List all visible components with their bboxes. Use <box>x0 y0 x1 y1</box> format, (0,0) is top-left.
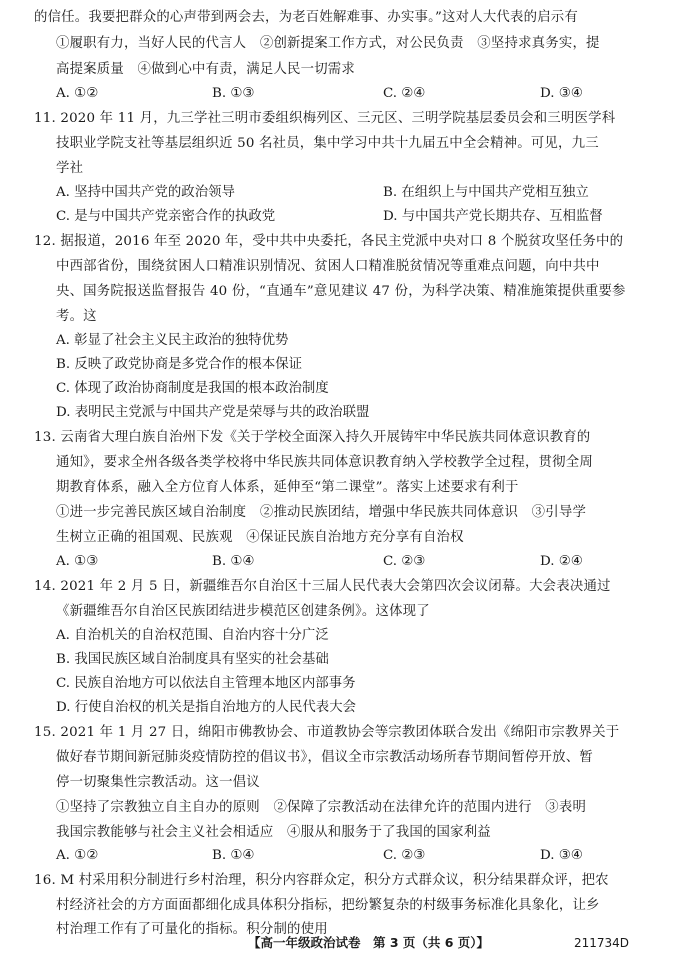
page-footer <box>0 932 677 956</box>
question-13-statements-line-2: 生树立正确的祖国观、民族观 ④保证民族自治地方充分享有自治权 <box>56 530 464 545</box>
question-11-option-d: D. 与中国共产党长期共存、互相监督 <box>383 209 603 224</box>
question-12-stem-line-4: 考。这 <box>56 309 97 324</box>
footer-code: 211734D <box>574 936 630 950</box>
question-10-option-b: B. ①③ <box>212 86 255 101</box>
question-13-option-c: C. ②③ <box>383 554 426 569</box>
question-10-statements-line-1: ①履职有力，当好人民的代言人 ②创新提案工作方式，对公民负责 ③坚持求真务实，提 <box>56 36 600 51</box>
question-12-option-c: C. 体现了政治协商制度是我国的根本政治制度 <box>56 381 329 396</box>
question-12-option-a: A. 彰显了社会主义民主政治的独特优势 <box>56 333 289 348</box>
question-13-option-a: A. ①③ <box>56 554 99 569</box>
question-13-option-b: B. ①④ <box>212 554 255 569</box>
question-11-stem-line-3: 学社 <box>56 161 84 176</box>
question-15-option-b: B. ①④ <box>212 848 255 863</box>
question-15-statements-line-2: 我国宗教能够与社会主义社会相适应 ④服从和服务于了我国的国家利益 <box>56 825 491 840</box>
question-12-stem-line-3: 央、国务院报送监督报告 40 份，“直通车”意见建议 47 份，为科学决策、精准施策提供重要参 <box>56 284 626 299</box>
question-15-option-c: C. ②③ <box>383 848 426 863</box>
question-16-stem-line-1: 16. M 村采用积分制进行乡村治理，积分内容群众定，积分方式群众议，积分结果群众评，把农 <box>34 873 609 888</box>
question-14-option-c: C. 民族自治地方可以依法自主管理本地区内部事务 <box>56 676 356 691</box>
question-10-option-a: A. ①② <box>56 86 99 101</box>
footer-title: 【高一年级政治试卷 第 3 页（共 6 页）】 <box>248 935 490 950</box>
question-11-option-b: B. 在组织上与中国共产党相互独立 <box>383 185 589 200</box>
question-14-option-d: D. 行使自治权的机关是指自治地方的人民代表大会 <box>56 700 356 715</box>
question-15-option-d: D. ③④ <box>540 848 583 863</box>
question-16-stem-line-3: 村治理工作有了可量化的指标。积分制的使用 <box>56 922 328 937</box>
question-12-option-d: D. 表明民主党派与中国共产党是荣辱与共的政治联盟 <box>56 405 370 420</box>
question-14-option-b: B. 我国民族区域自治制度具有坚实的社会基础 <box>56 652 329 667</box>
question-15-stem-line-2: 做好春节期间新冠肺炎疫情防控的倡议书》，倡议全市宗教活动场所春节期间暂停开放、暂 <box>56 750 593 765</box>
question-15-option-a: A. ①② <box>56 848 99 863</box>
question-16-stem-line-2: 村经济社会的方方面面都细化成具体积分指标，把纷繁复杂的村级事务标准化具象化，让乡 <box>56 898 600 913</box>
question-11-stem-line-2: 技职业学院支社等基层组织近 50 名社员，集中学习中共十九届五中全会精神。可见，九三 <box>56 136 599 151</box>
question-10-statements-line-2: 高提案质量 ④做到心中有责，满足人民一切需求 <box>56 62 355 77</box>
question-13-stem-line-3: 期教育体系，融入全方位育人体系，延伸至“第二课堂”。落实上述要求有利于 <box>56 480 519 495</box>
question-13-stem-line-1: 13. 云南省大理白族自治州下发《关于学校全面深入持久开展铸牢中华民族共同体意识教育的 <box>34 430 591 445</box>
question-12-stem-line-1: 12. 据报道，2016 年至 2020 年，受中共中央委托，各民主党派中央对口 8 个脱贫攻坚任务中的 <box>34 234 624 249</box>
question-14-stem-line-2: 《新疆维吾尔自治区民族团结进步模范区创建条例》。这体现了 <box>56 604 430 619</box>
question-12-option-b: B. 反映了政党协商是多党合作的根本保证 <box>56 357 302 372</box>
question-15-stem-line-3: 停一切聚集性宗教活动。这一倡议 <box>56 775 260 790</box>
question-14-stem-line-1: 14. 2021 年 2 月 5 日，新疆维吾尔自治区十三届人民代表大会第四次会议闭幕。大会表决通过 <box>34 579 611 594</box>
question-10-stem-end: 的信任。我要把群众的心声带到两会去，为老百姓解难事、办实事。”这对人大代表的启示有 <box>34 10 578 25</box>
question-15-stem-line-1: 15. 2021 年 1 月 27 日，绵阳市佛教协会、市道教协会等宗教团体联合发出《绵阳市宗教界关于 <box>34 725 620 740</box>
question-13-statements-line-1: ①进一步完善民族区域自治制度 ②推动民族团结，增强中华民族共同体意识 ③引导学 <box>56 505 587 520</box>
question-11-option-a: A. 坚持中国共产党的政治领导 <box>56 185 235 200</box>
question-11-stem-line-1: 11. 2020 年 11 月，九三学社三明市委组织梅列区、三元区、三明学院基层委员会和三明医学科 <box>34 111 616 126</box>
question-14-option-a: A. 自治机关的自治权范围、自治内容十分广泛 <box>56 628 329 643</box>
question-11-option-c: C. 是与中国共产党亲密合作的执政党 <box>56 209 276 224</box>
question-13-stem-line-2: 通知》，要求全州各级各类学校将中华民族共同体意识教育纳入学校教学全过程，贯彻全周 <box>56 455 593 470</box>
question-12-stem-line-2: 中西部省份，围绕贫困人口精准识别情况、贫困人口精准脱贫情况等重难点问题，向中共中 <box>56 259 600 274</box>
question-10-option-d: D. ③④ <box>540 86 583 101</box>
question-15-statements-line-1: ①坚持了宗教独立自主自办的原则 ②保障了宗教活动在法律允许的范围内进行 ③表明 <box>56 800 587 815</box>
question-10-option-c: C. ②④ <box>383 86 426 101</box>
question-13-option-d: D. ②④ <box>540 554 583 569</box>
